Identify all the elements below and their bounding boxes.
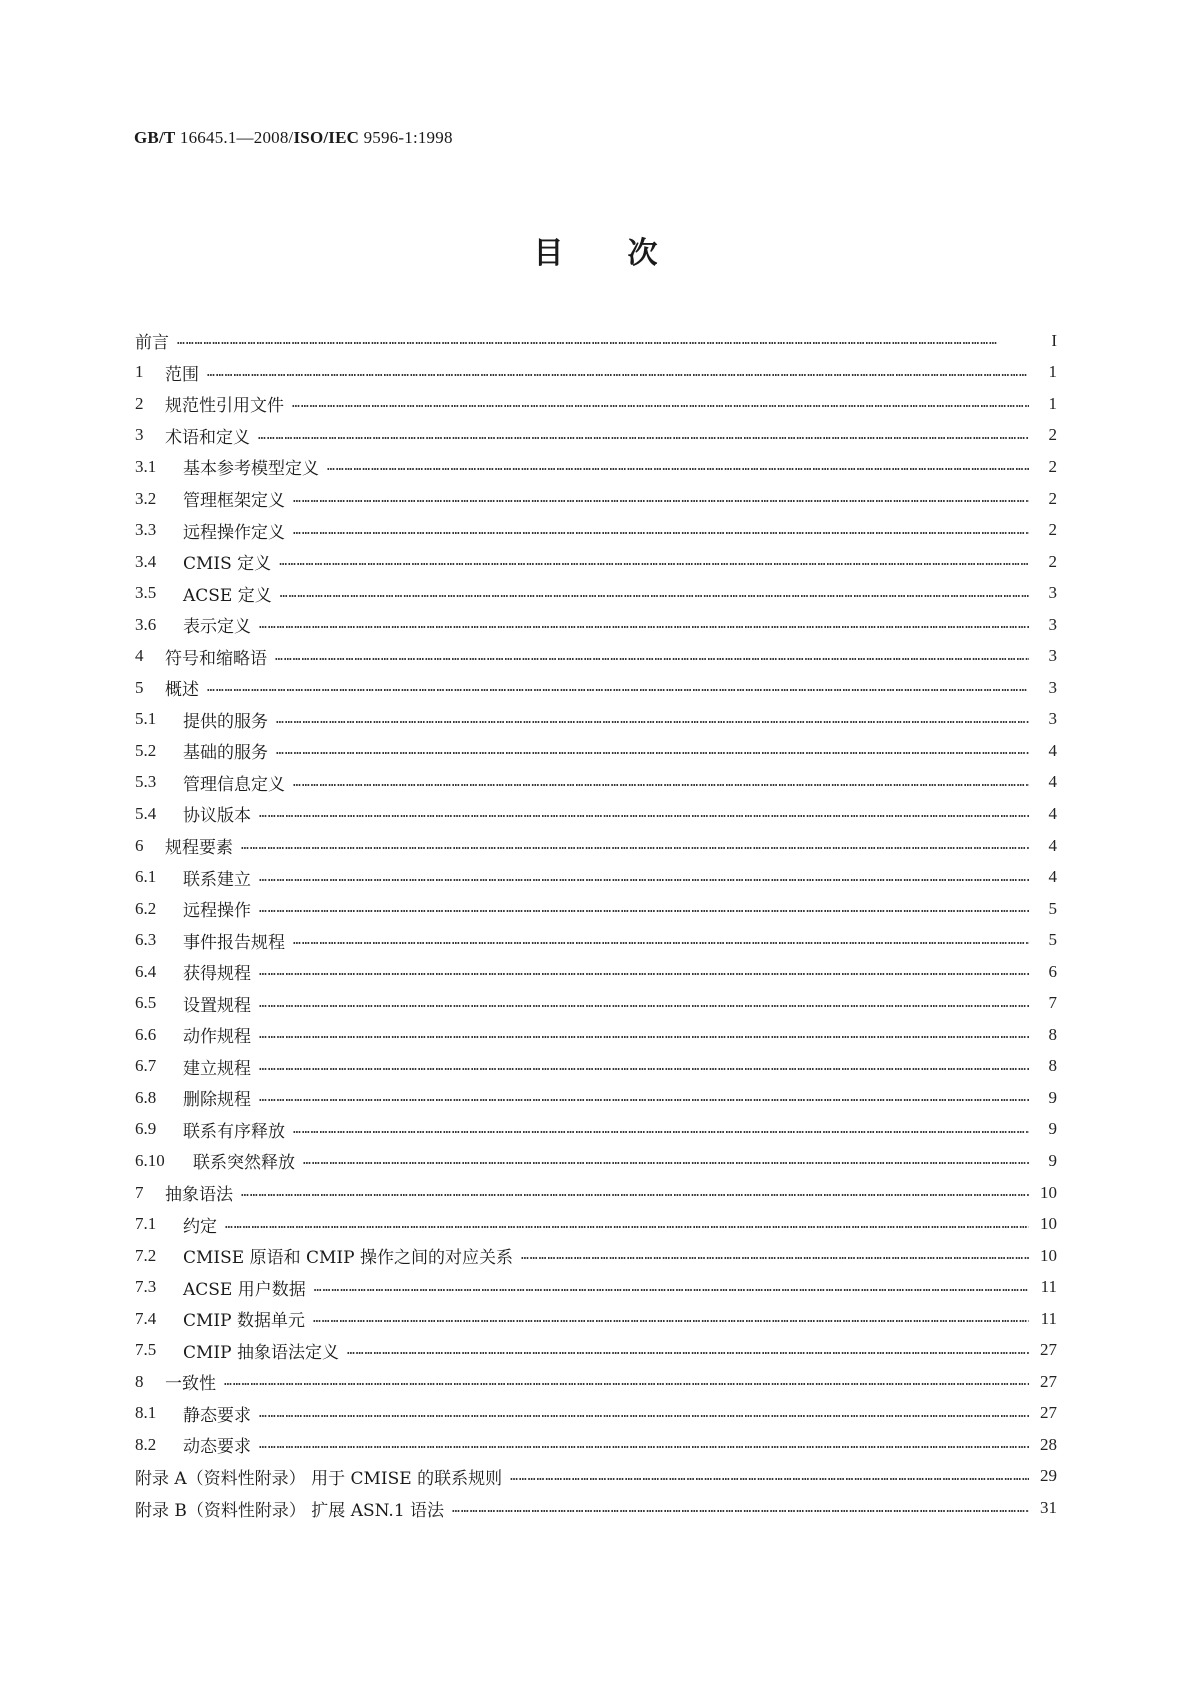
toc-entry-label: 术语和定义 xyxy=(165,427,250,448)
toc-entry-page: 2 xyxy=(1048,520,1057,540)
toc-leader-dots xyxy=(327,460,1029,473)
toc-leader-dots xyxy=(259,1091,1029,1104)
toc-entry-label: CMIP 抽象语法定义 xyxy=(183,1342,339,1363)
toc-entry-label: 符号和缩略语 xyxy=(165,648,267,669)
toc-entry[interactable] xyxy=(135,546,1057,578)
title-char-1: 目 xyxy=(533,236,564,271)
toc-entry-number: 3.4 xyxy=(135,551,157,571)
toc-entry-page: 4 xyxy=(1048,803,1057,823)
toc-entry-label: 删除规程 xyxy=(183,1090,251,1111)
toc-leader-dots xyxy=(293,934,1029,947)
toc-entry-label: 前言 xyxy=(135,333,169,354)
toc-entry[interactable] xyxy=(135,1492,1057,1524)
toc-leader-dots xyxy=(259,997,1029,1010)
toc-leader-dots xyxy=(293,1123,1029,1136)
toc-entry-label: 设置规程 xyxy=(183,995,251,1016)
toc-leader-dots xyxy=(275,650,1029,663)
toc-entry-label: 附录 B（资料性附录） 扩展 ASN.1 语法 xyxy=(135,1500,445,1521)
toc-entry-number: 5.4 xyxy=(135,803,157,823)
toc-leader-dots xyxy=(276,744,1029,757)
toc-entry[interactable] xyxy=(135,893,1057,925)
toc-entry-page: 4 xyxy=(1048,867,1057,887)
toc-entry-label: 事件报告规程 xyxy=(183,932,285,953)
toc-entry[interactable] xyxy=(135,451,1057,483)
toc-leader-dots xyxy=(259,902,1029,915)
std-iso: ISO/IEC xyxy=(293,128,360,147)
toc-leader-dots xyxy=(280,587,1029,600)
toc-entry-page: 11 xyxy=(1040,1308,1057,1328)
toc-entry[interactable] xyxy=(135,1240,1057,1272)
toc-leader-dots xyxy=(314,1281,1029,1294)
toc-entry-page: 31 xyxy=(1040,1498,1057,1517)
toc-entry[interactable] xyxy=(135,1208,1057,1240)
toc-entry-number: 6 xyxy=(135,835,144,855)
toc-entry-page: 9 xyxy=(1048,1150,1057,1170)
toc-entry-page: 27 xyxy=(1040,1371,1057,1391)
toc-entry-page: 3 xyxy=(1048,614,1057,634)
toc-entry[interactable] xyxy=(135,1461,1057,1493)
toc-entry-number: 6.9 xyxy=(135,1119,157,1139)
toc-entry-label: 动作规程 xyxy=(183,1027,251,1048)
toc-entry-label: 表示定义 xyxy=(183,617,251,638)
toc-entry[interactable] xyxy=(135,1082,1057,1114)
toc-entry-label: 静态要求 xyxy=(183,1405,251,1426)
toc-entry[interactable] xyxy=(135,987,1057,1019)
toc-entry-number: 7.2 xyxy=(135,1245,157,1265)
toc-leader-dots xyxy=(293,492,1029,505)
toc-leader-dots xyxy=(292,397,1029,410)
page-title xyxy=(0,228,1191,272)
toc-entry-page: 1 xyxy=(1048,362,1057,382)
toc-leader-dots xyxy=(276,713,1029,726)
toc-entry-page: 4 xyxy=(1048,835,1057,855)
toc-leader-dots xyxy=(177,334,1029,347)
toc-entry-label: 附录 A（资料性附录） 用于 CMISE 的联系规则 xyxy=(135,1468,503,1489)
toc-entry-number: 6.1 xyxy=(135,867,157,887)
toc-leader-dots xyxy=(259,807,1029,820)
toc-leader-dots xyxy=(259,1060,1029,1073)
toc-entry[interactable] xyxy=(135,1303,1057,1335)
toc-entry-number: 6.6 xyxy=(135,1024,157,1044)
toc-entry-number: 3.1 xyxy=(135,456,157,476)
toc-entry-number: 4 xyxy=(135,646,144,666)
toc-entry[interactable] xyxy=(135,672,1057,704)
toc-entry-number: 6.7 xyxy=(135,1056,157,1076)
toc-entry[interactable] xyxy=(135,420,1057,452)
toc-entry-label: 联系有序释放 xyxy=(183,1121,285,1142)
toc-entry-number: 2 xyxy=(135,393,144,413)
toc-entry-number: 5.2 xyxy=(135,740,157,760)
toc-entry-page: 5 xyxy=(1048,898,1057,918)
toc-leader-dots xyxy=(521,1249,1029,1262)
standard-number xyxy=(134,128,453,148)
toc-entry[interactable] xyxy=(135,924,1057,956)
toc-entry[interactable] xyxy=(135,1271,1057,1303)
toc-entry[interactable] xyxy=(135,357,1057,389)
toc-entry-page: 7 xyxy=(1048,993,1057,1013)
toc-entry-label: ACSE 定义 xyxy=(183,585,272,606)
toc-entry-page: 1 xyxy=(1048,393,1057,413)
toc-entry-page: 8 xyxy=(1048,1024,1057,1044)
toc-entry-page: 8 xyxy=(1048,1056,1057,1076)
toc-entry-number: 6.10 xyxy=(135,1150,165,1170)
toc-entry-label: 范围 xyxy=(165,364,199,385)
toc-leader-dots xyxy=(510,1470,1029,1483)
toc-entry-label: ACSE 用户数据 xyxy=(183,1279,306,1300)
toc-entry[interactable] xyxy=(135,325,1057,357)
toc-entry-label: 管理框架定义 xyxy=(183,491,285,511)
toc-entry[interactable] xyxy=(135,1335,1057,1367)
toc-entry-label: 远程操作 xyxy=(183,901,251,922)
toc-entry-label: 规范性引用文件 xyxy=(165,396,284,417)
toc-entry-number: 7.3 xyxy=(135,1277,157,1297)
toc-leader-dots xyxy=(207,366,1029,379)
toc-leader-dots xyxy=(258,429,1029,442)
toc-entry-label: 建立规程 xyxy=(183,1058,251,1079)
toc-leader-dots xyxy=(259,1028,1029,1041)
toc-entry[interactable] xyxy=(135,1051,1057,1083)
toc-entry-page: 9 xyxy=(1048,1087,1057,1107)
toc-entry-label: 一致性 xyxy=(165,1374,216,1395)
toc-leader-dots xyxy=(452,1502,1029,1515)
toc-entry-number: 6.5 xyxy=(135,993,157,1013)
toc-leader-dots xyxy=(241,1186,1029,1199)
toc-entry[interactable] xyxy=(135,1114,1057,1146)
toc-entry-page: 3 xyxy=(1048,583,1057,603)
toc-entry-label: CMISE 原语和 CMIP 操作之间的对应关系 xyxy=(183,1248,513,1269)
toc-entry-page: 3 xyxy=(1048,646,1057,666)
toc-entry-number: 8 xyxy=(135,1371,144,1391)
toc-entry[interactable] xyxy=(135,1398,1057,1430)
toc-entry-page: 27 xyxy=(1040,1340,1057,1360)
toc-entry-number: 7.4 xyxy=(135,1308,157,1328)
toc-entry[interactable] xyxy=(135,1177,1057,1209)
toc-entry[interactable] xyxy=(135,956,1057,988)
toc-entry-label: CMIS 定义 xyxy=(183,554,272,575)
toc-entry-label: 提供的服务 xyxy=(183,711,268,732)
toc-entry-number: 7.5 xyxy=(135,1340,157,1360)
toc-entry[interactable] xyxy=(135,640,1057,672)
toc-entry-page: 29 xyxy=(1040,1466,1057,1486)
toc-entry-page: 2 xyxy=(1048,456,1057,476)
toc-entry-label: 远程操作定义 xyxy=(183,522,285,543)
toc-entry-number: 1 xyxy=(135,362,144,382)
toc-leader-dots xyxy=(279,555,1029,568)
toc-entry-label: 获得规程 xyxy=(183,964,251,985)
toc-entry-number: 3.3 xyxy=(135,520,157,540)
toc-entry-page: 10 xyxy=(1040,1245,1057,1265)
toc-entry[interactable] xyxy=(135,483,1057,515)
toc-entry[interactable] xyxy=(135,388,1057,420)
std-iso-code: 9596-1:1998 xyxy=(363,128,453,147)
title-char-2: 次 xyxy=(627,236,658,271)
toc-leader-dots xyxy=(224,1375,1029,1388)
std-code: 16645.1—2008/ xyxy=(179,128,294,147)
toc-leader-dots xyxy=(303,1154,1029,1167)
toc-entry-label: 基本参考模型定义 xyxy=(183,459,319,480)
toc-entry[interactable] xyxy=(135,704,1057,736)
toc-entry[interactable] xyxy=(135,861,1057,893)
toc-entry-number: 3.5 xyxy=(135,583,157,603)
toc-entry-number: 7.1 xyxy=(135,1214,157,1234)
toc-leader-dots xyxy=(313,1312,1029,1325)
toc-entry-label: 管理信息定义 xyxy=(183,774,285,795)
toc-leader-dots xyxy=(259,618,1029,631)
toc-leader-dots xyxy=(293,776,1029,789)
toc-entry-label: 联系突然释放 xyxy=(193,1153,295,1174)
toc-entry[interactable] xyxy=(135,514,1057,546)
toc-entry-label: 协议版本 xyxy=(183,806,251,827)
toc-entry[interactable] xyxy=(135,735,1057,767)
toc-entry-page: 2 xyxy=(1048,551,1057,571)
toc-entry-page: 9 xyxy=(1048,1119,1057,1139)
toc-entry-label: CMIP 数据单元 xyxy=(183,1311,305,1332)
toc-entry-page: 10 xyxy=(1040,1214,1057,1234)
toc-entry-label: 基础的服务 xyxy=(183,743,268,764)
toc-entry-page: I xyxy=(1051,330,1057,350)
toc-entry-number: 8.2 xyxy=(135,1434,157,1454)
toc-entry[interactable] xyxy=(135,767,1057,799)
toc-entry-label: 约定 xyxy=(183,1216,217,1237)
toc-entry-number: 8.1 xyxy=(135,1403,157,1423)
toc-entry-page: 4 xyxy=(1048,772,1057,792)
toc-entry-page: 10 xyxy=(1040,1182,1057,1202)
toc-entry-page: 28 xyxy=(1040,1434,1057,1454)
toc-entry-number: 6.8 xyxy=(135,1087,157,1107)
toc-entry-page: 27 xyxy=(1040,1403,1057,1423)
toc-leader-dots xyxy=(347,1344,1029,1357)
toc-leader-dots xyxy=(259,1438,1029,1451)
toc-entry-number: 5.3 xyxy=(135,772,157,792)
toc-entry-number: 5 xyxy=(135,677,144,697)
toc-leader-dots xyxy=(207,681,1029,694)
toc-entry-page: 2 xyxy=(1048,488,1057,508)
toc-leader-dots xyxy=(293,524,1029,537)
toc-entry[interactable] xyxy=(135,577,1057,609)
toc-entry-page: 3 xyxy=(1048,709,1057,729)
toc-entry[interactable] xyxy=(135,1429,1057,1461)
toc-leader-dots xyxy=(259,965,1029,978)
toc-entry-label: 概述 xyxy=(165,680,199,701)
toc-entry-label: 动态要求 xyxy=(183,1437,251,1458)
toc-entry-label: 抽象语法 xyxy=(165,1185,233,1206)
toc-entry[interactable] xyxy=(135,830,1057,862)
toc-entry-page: 11 xyxy=(1040,1277,1057,1297)
toc-leader-dots xyxy=(259,871,1029,884)
toc-entry-number: 6.3 xyxy=(135,930,157,950)
std-prefix: GB/T xyxy=(134,128,176,147)
toc-leader-dots xyxy=(259,1407,1029,1420)
toc-entry-label: 联系建立 xyxy=(183,869,251,890)
toc-entry[interactable] xyxy=(135,1145,1057,1177)
toc-entry[interactable] xyxy=(135,1366,1057,1398)
toc-entry-page: 5 xyxy=(1048,930,1057,950)
toc-entry-page: 2 xyxy=(1048,425,1057,445)
toc-entry[interactable] xyxy=(135,1019,1057,1051)
toc-entry-label: 规程要素 xyxy=(165,838,233,859)
toc-entry-number: 3.2 xyxy=(135,488,157,508)
toc-entry-number: 3.6 xyxy=(135,614,157,634)
toc-leader-dots xyxy=(225,1218,1029,1231)
toc-entry[interactable] xyxy=(135,609,1057,641)
toc-leader-dots xyxy=(241,839,1029,852)
toc-entry-number: 6.2 xyxy=(135,898,157,918)
toc-entry-page: 6 xyxy=(1048,961,1057,981)
toc-entry[interactable] xyxy=(135,798,1057,830)
toc-entry-page: 3 xyxy=(1048,677,1057,697)
table-of-contents xyxy=(135,325,1057,1524)
toc-entry-number: 7 xyxy=(135,1182,144,1202)
toc-entry-page: 4 xyxy=(1048,740,1057,760)
toc-entry-number: 3 xyxy=(135,425,144,445)
toc-entry-number: 5.1 xyxy=(135,709,157,729)
toc-entry-number: 6.4 xyxy=(135,961,157,981)
